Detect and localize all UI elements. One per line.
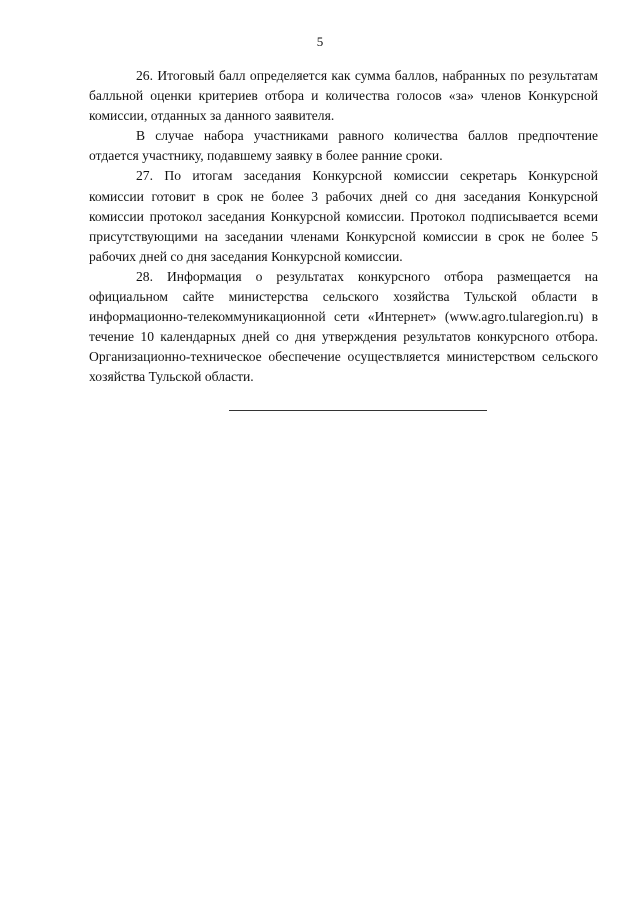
page-number: 5 xyxy=(316,34,324,49)
paragraph-26: 26. Итоговый балл определяется как сумма баллов, набранных по результатам балльной оценки критериев отбора и количества голосов «за» членов Конкурсной комиссии, отданных за данного заявителя. xyxy=(89,68,598,124)
paragraph-26-continuation: В случае набора участниками равного количества баллов предпочтение отдается участнику, подавшему заявку в более ранние сроки. xyxy=(89,128,598,164)
paragraph-28: 28. Информация о результатах конкурсного отбора размещается на официальном сайте министерства сельского хозяйства Тульской области в информационно-телекоммуникационной сети «Интернет» (www.agro.tularegion.ru) в течение 10 календарных дней со дня утверждения результатов конкурсного отбора. Организационно-техническое обеспечение осуществляется министерством сельского хозяйства Тульской области. xyxy=(89,268,598,385)
end-of-text-rule xyxy=(229,410,487,411)
document-body xyxy=(89,66,598,388)
paragraph-27: 27. По итогам заседания Конкурсной комиссии секретарь Конкурсной комиссии готовит в срок не более 3 рабочих дней со дня заседания Конкурсной комиссии протокол заседания Конкурсной комиссии. Протокол подписывается всеми присутствующими на заседании членами Конкурсной комиссии в срок не более 5 рабочих дней со дня заседания Конкурсной комиссии. xyxy=(89,168,598,264)
